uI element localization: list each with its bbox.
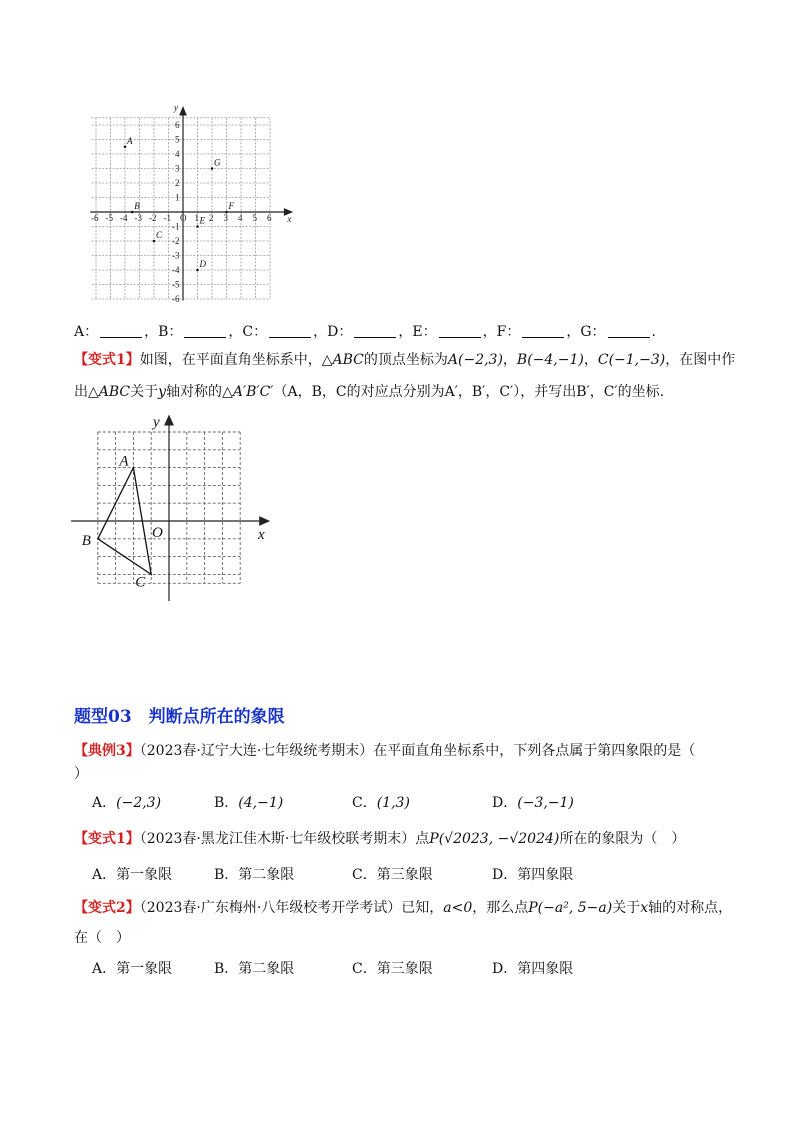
point-dot (124, 145, 127, 148)
variant-b1-option-d[interactable]: D．第四象限 (492, 867, 574, 883)
point-label: G (214, 157, 221, 168)
variant1-line1: 【变式1】如图，在平面直角坐标系中，△ABC的顶点坐标为A(−2,3)，B(−4,−1)，C(−1,−3)，在图中作 (74, 352, 736, 368)
answer-label-b: ，B： (144, 324, 183, 340)
x-tick-label: -6 (91, 213, 99, 223)
point-label: F (228, 201, 234, 211)
point-label: A (127, 135, 133, 146)
y-tick-label: 2 (175, 178, 180, 188)
section-number: 题型03 (74, 707, 132, 727)
point-b-coord: B(−4,−1) (516, 352, 584, 368)
y-tick-label: -2 (172, 236, 180, 246)
x-tick-label: 4 (238, 213, 243, 223)
variant1-tag: 【变式1】 (74, 352, 140, 368)
point-dot (196, 225, 199, 228)
variant-b1-option-b[interactable]: B．第二象限 (214, 867, 295, 883)
answer-blank-g[interactable] (608, 323, 650, 338)
point-dot (131, 211, 134, 214)
coordinate-grid-figure (86, 102, 296, 310)
y-tick-label: 3 (175, 163, 180, 174)
x-tick-label: -5 (105, 213, 113, 223)
example3-option-c[interactable]: C．(1,3) (352, 795, 410, 811)
answer-blank-b[interactable] (184, 323, 226, 338)
variant-b1-text: 点 (415, 831, 430, 847)
variant1-text: 轴对称的 (166, 384, 223, 400)
x-tick-label: -2 (149, 213, 157, 223)
variant1-text: 出 (74, 384, 88, 400)
variant-b1-text: 所在的象限为（ ） (559, 831, 686, 847)
vertex-label: C (135, 574, 146, 591)
vertex-label: B (81, 532, 91, 549)
x-axis-label: x (258, 527, 265, 543)
variant1-text: （A，B，C的对应点分别为A′，B′，C′），并写出B′，C′的坐标. (273, 384, 665, 400)
example3-close: ） (74, 766, 88, 782)
variant-b2-condition: a<0 (443, 900, 473, 916)
variant-b2-tag: 【变式2】 (74, 900, 140, 916)
point-c-coord: C(−1,−3) (597, 352, 666, 368)
answer-label-f: ，F： (482, 324, 521, 340)
variant1-text: ，在图中作 (665, 352, 736, 368)
example3-tag: 【典例3】 (74, 743, 140, 759)
section-title: 判断点所在的象限 (148, 707, 285, 727)
y-tick-label: 4 (175, 149, 180, 159)
vertex-label: A (119, 453, 129, 470)
answer-blank-e[interactable] (439, 323, 481, 338)
variant-b2-source: （2023春·广东梅州·八年级校考开学考试） (139, 900, 402, 916)
answer-blank-d[interactable] (354, 323, 396, 338)
y-axis-arrow (165, 416, 173, 425)
answer-blank-c[interactable] (269, 323, 311, 338)
y-tick-label: 5 (175, 134, 180, 145)
triangle-image: △A′B′C′ (222, 384, 274, 400)
triangle-abc: △ABC (88, 384, 131, 400)
point-label: E (199, 215, 205, 226)
variant-b2-question (74, 898, 732, 918)
x-tick-label: -4 (120, 213, 128, 223)
x-tick-label: 6 (267, 213, 272, 223)
x-tick-label: 5 (252, 213, 257, 223)
answer-label-d: ，D： (313, 324, 353, 340)
x-tick-label: 1 (194, 213, 199, 223)
variant-b1-question (74, 829, 685, 849)
y-tick-label: -1 (172, 221, 180, 232)
y-axis-arrow (180, 108, 186, 115)
y-tick-label: 1 (175, 192, 180, 203)
point-dot (153, 240, 156, 243)
variant-b2-option-b[interactable]: B．第二象限 (214, 961, 295, 977)
variant1-text: 如图，在平面直角坐标系中， (139, 352, 322, 368)
example3-option-b[interactable]: B．(4,−1) (214, 795, 284, 811)
x-tick-label: -3 (134, 213, 142, 223)
x-tick-label: O (180, 213, 187, 223)
variant-b2-option-a[interactable]: A．第一象限 (92, 961, 173, 977)
variant-b2-text: 已知， (401, 900, 444, 916)
point-dot (211, 167, 214, 170)
point-label: B (134, 201, 140, 211)
y-axis-label: y (153, 414, 160, 431)
variant-b1-source: （2023春·黑龙江佳木斯·七年级校联考期末） (139, 831, 416, 847)
y-axis-label: y (174, 102, 178, 113)
origin-label: O (152, 525, 163, 541)
answer-label-c: ，C： (228, 324, 268, 340)
answer-line (74, 322, 656, 342)
point-a-coord: A(−2,3) (447, 352, 503, 368)
y-tick-label: -3 (172, 250, 180, 261)
y-tick-label: 6 (175, 120, 180, 130)
example3-source: （2023春·辽宁大连·七年级统考期末） (139, 743, 374, 759)
variant-b1-point: P(√2023, −√2024) (429, 831, 560, 847)
answer-label-a: A： (74, 324, 99, 340)
example3-question (74, 741, 695, 761)
section-heading (74, 707, 285, 727)
answer-blank-a[interactable] (100, 323, 142, 338)
variant-b2-text: 轴的对称点， (648, 900, 733, 916)
example3-option-a[interactable]: A．(−2,3) (92, 795, 162, 811)
point-label: C (156, 230, 163, 240)
example3-option-d[interactable]: D．(−3,−1) (492, 795, 574, 811)
x-tick-label: -1 (163, 213, 171, 223)
point-dot (196, 269, 199, 272)
x-tick-label: 2 (209, 213, 214, 223)
answer-label-e: ，E： (398, 324, 437, 340)
answer-blank-f[interactable] (522, 323, 564, 338)
answer-label-g: ，G： (566, 324, 606, 340)
x-axis-arrow (260, 517, 269, 525)
point-dot (225, 211, 228, 214)
variant-b2-question-cont: 在（ ） (74, 930, 130, 946)
variant-b1-tag: 【变式1】 (74, 831, 140, 847)
variant-b2-option-c[interactable]: C．第三象限 (352, 961, 433, 977)
variant-b2-option-d[interactable]: D．第四象限 (492, 961, 574, 977)
x-axis-label: x (287, 214, 292, 224)
variant1-text: 关于 (130, 384, 159, 400)
variant1-line2 (74, 382, 664, 402)
variant-b2-text: ，那么点 (472, 900, 529, 916)
y-tick-label: -5 (172, 279, 180, 290)
y-tick-label: -4 (172, 265, 180, 275)
x-tick-label: 3 (223, 213, 228, 223)
point-label: D (199, 259, 206, 269)
example3-question-text: 在平面直角坐标系中，下列各点属于第四象限的是（ (373, 743, 696, 759)
variant-b1-option-c[interactable]: C．第三象限 (352, 867, 433, 883)
axis-y-label: y (158, 384, 167, 400)
variant1-text: 的顶点坐标为 (363, 352, 448, 368)
y-tick-label: -6 (172, 294, 180, 304)
triangle-grid-figure (80, 408, 280, 598)
variant-b1-option-a[interactable]: A．第一象限 (92, 867, 173, 883)
variant-b2-point: P(−a², 5−a) (528, 900, 613, 916)
axis-x-label: x (640, 900, 649, 916)
answer-end: . (651, 324, 656, 340)
variant-b2-text: 关于 (612, 900, 641, 916)
triangle-abc: △ABC (321, 352, 364, 368)
